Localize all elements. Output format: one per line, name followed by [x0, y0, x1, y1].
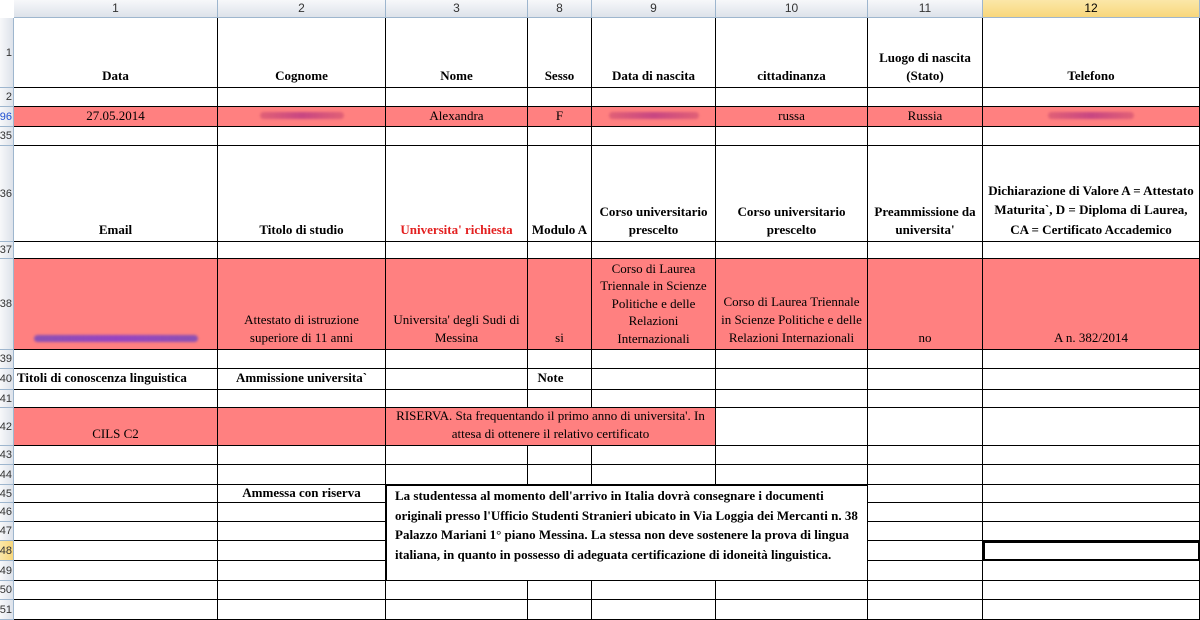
cell-row96-cittadinanza[interactable]: russa [716, 107, 868, 127]
empty-cell[interactable] [14, 465, 218, 485]
redacted-data-nascita [609, 112, 699, 119]
empty-cell[interactable] [14, 127, 218, 146]
cell-header-sesso[interactable]: Sesso [528, 18, 592, 88]
empty-cell[interactable] [868, 465, 983, 485]
empty-cell[interactable] [983, 522, 1200, 541]
empty-cell[interactable] [218, 522, 386, 541]
row-header-41[interactable]: 41 [0, 390, 14, 408]
row-header-44[interactable]: 44 [0, 465, 14, 485]
row-header-37[interactable]: 37 [0, 242, 14, 259]
empty-cell[interactable] [14, 242, 218, 259]
empty-cell[interactable] [868, 127, 983, 146]
cell-header-preammissione[interactable]: Preammissione da universita' [868, 146, 983, 242]
column-header-3[interactable]: 3 [386, 0, 528, 18]
empty-cell[interactable] [218, 350, 386, 369]
empty-cell[interactable] [528, 88, 592, 107]
empty-cell[interactable] [716, 600, 868, 620]
cell-row96-cognome-redacted[interactable] [218, 107, 386, 127]
cell-header-data-nascita[interactable]: Data di nascita [592, 18, 716, 88]
empty-cell[interactable] [386, 350, 528, 369]
row-header-43[interactable]: 43 [0, 446, 14, 465]
empty-cell[interactable] [218, 446, 386, 465]
note-textbox[interactable]: La studentessa al momento dell'arrivo in Italia dovrà consegnare i documenti originali presso l'Ufficio Studenti Stranieri ubicato in Via Loggia dei Mercanti n. 38 Palazzo Mariani 1° piano Messina. La stessa non deve sostenere la prova di lingua italiana, in quanto in possesso di adeguata certificazione di idoneità linguistica. [386, 485, 868, 581]
empty-cell[interactable] [868, 369, 983, 390]
cell-row96-data[interactable]: 27.05.2014 [14, 107, 218, 127]
column-header-9[interactable]: 9 [592, 0, 716, 18]
empty-cell[interactable] [983, 561, 1200, 581]
cell-row38-email-redacted[interactable] [14, 259, 218, 350]
redacted-cognome [260, 112, 344, 119]
empty-cell[interactable] [386, 127, 528, 146]
empty-cell[interactable] [983, 369, 1200, 390]
empty-cell[interactable] [528, 600, 592, 620]
redacted-email [34, 335, 198, 342]
empty-cell[interactable] [218, 503, 386, 522]
cell-row38-preammissione[interactable]: no [868, 259, 983, 350]
column-header-8[interactable]: 8 [528, 0, 592, 18]
empty-cell[interactable] [14, 88, 218, 107]
cell-row38-titolo[interactable]: Attestato di istruzione superiore di 11 anni [218, 259, 386, 350]
cell-header-ammissione[interactable]: Ammissione universita` [218, 369, 386, 390]
cell-header-dichiarazione[interactable]: Dichiarazione di Valore A = Attestato Maturita`, D = Diploma di Laurea, CA = Certificato Accademico [983, 146, 1200, 242]
column-header-11[interactable]: 11 [868, 0, 983, 18]
row-header-35[interactable]: 35 [0, 127, 14, 146]
cell-header-corso-2[interactable]: Corso universitario prescelto [716, 146, 868, 242]
empty-cell[interactable] [868, 600, 983, 620]
cell-row38-universita[interactable]: Universita' degli Sudi di Messina [386, 259, 528, 350]
empty-cell[interactable] [983, 485, 1200, 503]
row-header-1[interactable]: 1 [0, 18, 14, 88]
empty-cell[interactable] [592, 446, 716, 465]
empty-cell[interactable] [218, 465, 386, 485]
empty-cell[interactable] [386, 242, 528, 259]
cell-header-titoli-conoscenza[interactable]: Titoli di conoscenza linguistica [14, 369, 218, 390]
empty-cell[interactable] [716, 127, 868, 146]
row-header-51[interactable]: 51 [0, 600, 14, 620]
empty-cell[interactable] [386, 465, 528, 485]
empty-cell[interactable] [218, 541, 386, 561]
empty-cell[interactable] [716, 581, 868, 600]
cell-header-telefono[interactable]: Telefono [983, 18, 1200, 88]
empty-cell[interactable] [592, 88, 716, 107]
row-header-39[interactable]: 39 [0, 350, 14, 369]
empty-cell[interactable] [14, 561, 218, 581]
empty-cell[interactable] [983, 581, 1200, 600]
row-header-50[interactable]: 50 [0, 581, 14, 600]
cell-header-cognome[interactable]: Cognome [218, 18, 386, 88]
empty-cell[interactable] [592, 600, 716, 620]
column-header-12[interactable]: 12 [983, 0, 1200, 18]
empty-cell[interactable] [386, 390, 528, 408]
column-header-2[interactable]: 2 [218, 0, 386, 18]
empty-cell[interactable] [716, 350, 868, 369]
row-header-45[interactable]: 45 [0, 485, 14, 503]
empty-cell[interactable] [14, 581, 218, 600]
row-header-40[interactable]: 40 [0, 369, 14, 390]
empty-cell[interactable] [218, 242, 386, 259]
empty-cell[interactable] [868, 350, 983, 369]
column-header-1[interactable]: 1 [14, 0, 218, 18]
empty-cell[interactable] [386, 88, 528, 107]
empty-cell[interactable] [868, 390, 983, 408]
empty-cell[interactable] [716, 408, 868, 446]
empty-cell[interactable] [386, 446, 528, 465]
empty-cell[interactable] [218, 88, 386, 107]
cell-header-corso-1[interactable]: Corso universitario prescelto [592, 146, 716, 242]
cell-header-cittadinanza[interactable]: cittadinanza [716, 18, 868, 88]
cell-header-luogo-nascita[interactable]: Luogo di nascita (Stato) [868, 18, 983, 88]
cell-header-titolo[interactable]: Titolo di studio [218, 146, 386, 242]
empty-cell[interactable] [592, 465, 716, 485]
empty-cell[interactable] [983, 408, 1200, 446]
cell-row96-data-nascita-redacted[interactable] [592, 107, 716, 127]
empty-cell[interactable] [716, 465, 868, 485]
empty-cell[interactable] [14, 503, 218, 522]
empty-cell[interactable] [983, 465, 1200, 485]
empty-cell[interactable] [528, 350, 592, 369]
empty-cell[interactable] [14, 350, 218, 369]
cell-row45-ammessa[interactable]: Ammessa con riserva [218, 485, 386, 503]
empty-cell[interactable] [983, 88, 1200, 107]
cell-row42-ammissione[interactable] [218, 408, 386, 446]
row-header-49[interactable]: 49 [0, 561, 14, 581]
empty-cell[interactable] [592, 242, 716, 259]
empty-cell[interactable] [14, 541, 218, 561]
empty-cell[interactable] [983, 127, 1200, 146]
empty-cell[interactable] [716, 88, 868, 107]
row-header-36[interactable]: 36 [0, 146, 14, 242]
cell-row38-corso-1[interactable]: Corso di Laurea Triennale in Scienze Politiche e delle Relazioni Internazionali [592, 259, 716, 350]
cell-header-note[interactable]: Note [386, 369, 716, 390]
empty-cell[interactable] [868, 88, 983, 107]
cell-header-email[interactable]: Email [14, 146, 218, 242]
active-cell-selection[interactable] [983, 541, 1200, 561]
empty-cell[interactable] [14, 485, 218, 503]
empty-cell[interactable] [14, 390, 218, 408]
empty-cell[interactable] [868, 581, 983, 600]
row-header-96[interactable]: 96 [0, 107, 14, 127]
cell-header-data[interactable]: Data [14, 18, 218, 88]
empty-cell[interactable] [983, 446, 1200, 465]
empty-cell[interactable] [868, 541, 983, 561]
empty-cell[interactable] [716, 446, 868, 465]
empty-cell[interactable] [528, 242, 592, 259]
empty-cell[interactable] [218, 581, 386, 600]
empty-cell[interactable] [983, 242, 1200, 259]
cell-row38-corso-2[interactable]: Corso di Laurea Triennale in Scienze Politiche e delle Relazioni Internazionali [716, 259, 868, 350]
row-header-47[interactable]: 47 [0, 522, 14, 541]
empty-cell[interactable] [868, 522, 983, 541]
empty-cell[interactable] [868, 408, 983, 446]
empty-cell[interactable] [14, 600, 218, 620]
cell-row96-luogo[interactable]: Russia [868, 107, 983, 127]
cell-header-nome[interactable]: Nome [386, 18, 528, 88]
empty-cell[interactable] [14, 522, 218, 541]
empty-cell[interactable] [868, 503, 983, 522]
empty-cell[interactable] [528, 581, 592, 600]
cell-row96-sesso[interactable]: F [528, 107, 592, 127]
cell-header-universita[interactable]: Universita' richiesta [386, 146, 528, 242]
row-header-46[interactable]: 46 [0, 503, 14, 522]
empty-cell[interactable] [716, 390, 868, 408]
empty-cell[interactable] [14, 446, 218, 465]
empty-cell[interactable] [983, 350, 1200, 369]
empty-cell[interactable] [983, 503, 1200, 522]
cell-row38-modulo[interactable]: si [528, 259, 592, 350]
empty-cell[interactable] [528, 446, 592, 465]
empty-cell[interactable] [716, 369, 868, 390]
empty-cell[interactable] [592, 350, 716, 369]
empty-cell[interactable] [218, 561, 386, 581]
cell-row42-cils[interactable]: CILS C2 [14, 408, 218, 446]
empty-cell[interactable] [592, 581, 716, 600]
cell-row96-telefono-redacted[interactable] [983, 107, 1200, 127]
empty-cell[interactable] [528, 390, 592, 408]
empty-cell[interactable] [592, 127, 716, 146]
empty-cell[interactable] [868, 561, 983, 581]
empty-cell[interactable] [983, 600, 1200, 620]
empty-cell[interactable] [218, 127, 386, 146]
cell-header-modulo[interactable]: Modulo A [528, 146, 592, 242]
row-header-48[interactable]: 48 [0, 541, 14, 561]
empty-cell[interactable] [528, 465, 592, 485]
cell-row96-nome[interactable]: Alexandra [386, 107, 528, 127]
empty-cell[interactable] [868, 485, 983, 503]
empty-cell[interactable] [592, 390, 716, 408]
redacted-telefono [1048, 112, 1134, 119]
empty-cell[interactable] [386, 600, 528, 620]
empty-cell[interactable] [218, 600, 386, 620]
empty-cell[interactable] [868, 242, 983, 259]
empty-cell[interactable] [386, 581, 528, 600]
cell-row42-riserva[interactable]: RISERVA. Sta frequentando il primo anno di universita'. In attesa di ottenere il relativo certificato [386, 408, 716, 446]
row-header-2[interactable]: 2 [0, 88, 14, 107]
empty-cell[interactable] [868, 446, 983, 465]
empty-cell[interactable] [983, 390, 1200, 408]
cell-row38-dichiarazione[interactable]: A n. 382/2014 [983, 259, 1200, 350]
row-header-38[interactable]: 38 [0, 259, 14, 350]
empty-cell[interactable] [716, 242, 868, 259]
column-header-10[interactable]: 10 [716, 0, 868, 18]
empty-cell[interactable] [528, 127, 592, 146]
empty-cell[interactable] [218, 390, 386, 408]
row-header-42[interactable]: 42 [0, 408, 14, 446]
